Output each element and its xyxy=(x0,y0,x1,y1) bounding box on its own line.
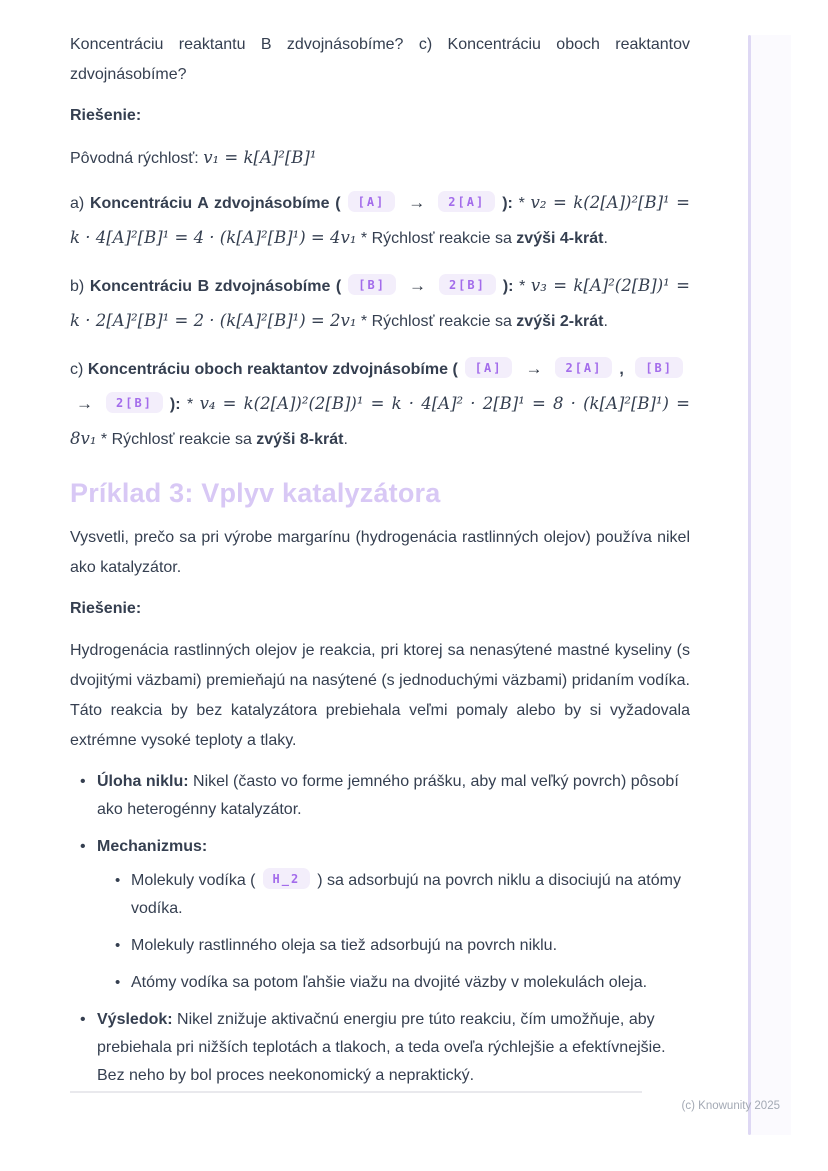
code-badge-h2: H_2 xyxy=(263,868,311,889)
mechanism-label: Mechanizmus: xyxy=(97,838,208,855)
hydrogenation-paragraph: Hydrogenácia rastlinných olejov je reakcia, pri ktorej sa nenasýtené mastné kyseliny (s dvojitými väzbami) premieňajú na nasýtené (s jednoduchými väzbami) pridaním vodíka. Táto reakcia by bez katalyzátora prebiehala veľmi pomaly alebo by si vyžadovala extrémne vysoké teploty a tlaky. xyxy=(70,642,690,749)
result-label: Výsledok: xyxy=(97,1011,173,1028)
case-a-paragraph xyxy=(70,186,690,256)
case-a-close: ): xyxy=(502,195,519,212)
case-b-period: . xyxy=(603,313,608,330)
case-a-star1: * xyxy=(518,195,531,212)
scrollbar[interactable] xyxy=(748,35,751,1135)
case-a-tail: Rýchlosť reakcie sa xyxy=(371,230,517,247)
solution-label-1: Riešenie: xyxy=(70,107,142,124)
mechanism-subitem-3-text: Atómy vodíka sa potom ľahšie viažu na dvojité väzby v molekulách oleja. xyxy=(131,974,648,991)
case-c-close: ): xyxy=(169,396,187,413)
case-c-result: zvýši 8-krát xyxy=(256,431,344,448)
task-paragraph: Vysvetli, prečo sa pri výrobe margarínu (hydrogenácia rastlinných olejov) používa nikel ako katalyzátor. xyxy=(70,529,690,576)
page-edge-strip xyxy=(751,35,791,1135)
case-b-title: Koncentráciu B zdvojnásobíme ( xyxy=(89,278,342,295)
case-c-tail: Rýchlosť reakcie sa xyxy=(111,431,257,448)
case-c-prefix: c) xyxy=(70,361,88,378)
case-b-tail: Rýchlosť reakcie sa xyxy=(371,313,517,330)
list-item-result xyxy=(80,1006,690,1090)
copyright-text: (c) Knowunity 2025 xyxy=(681,1100,780,1112)
original-rate-formula: v₁ = k[A]²[B]¹ xyxy=(203,148,317,167)
explanation-list xyxy=(70,768,690,1090)
case-b-prefix: b) xyxy=(70,278,90,295)
original-rate-paragraph xyxy=(70,143,690,174)
case-b-star1: * xyxy=(519,278,531,295)
mechanism-sublist xyxy=(97,867,690,997)
footer-divider xyxy=(70,1091,642,1093)
question-paragraph: Koncentráciu reaktantu B zdvojnásobíme? c) Koncentráciu oboch reaktantov zdvojnásobíme? xyxy=(70,36,690,83)
document-content xyxy=(70,30,690,1099)
list-item-mechanism xyxy=(80,833,690,997)
case-a-prefix: a) xyxy=(70,195,90,212)
case-a-period: . xyxy=(603,230,608,247)
result-text: Nikel znižuje aktivačnú energiu pre túto reakciu, čím umožňuje, aby prebiehala pri nižších teplotách a tlakoch, a teda oveľa rýchlejšie a efektívnejšie. Bez neho by bol proces neekonomický a nepraktický. xyxy=(97,1011,666,1084)
code-badge-c-a-to: 2[A] xyxy=(555,357,612,378)
mechanism-subitem-hydrogen xyxy=(115,867,690,923)
case-b-star2: * xyxy=(356,313,372,330)
case-c-formula: v₄ = k(2[A])²(2[B])¹ = k · 4[A]² · 2[B]¹ = 8 · (k[A]²[B]¹) = 8v₁ xyxy=(70,394,691,448)
role-of-nickel-label: Úloha niklu: xyxy=(97,773,189,790)
arrow-right-icon: → xyxy=(408,276,426,295)
case-a-formula: v₂ = k(2[A])²[B]¹ = k · 4[A]²[B]¹ = 4 · (k[A]²[B]¹) = 4v₁ xyxy=(70,193,691,247)
case-c-title: Koncentráciu oboch reaktantov zdvojnásobíme ( xyxy=(87,361,458,378)
code-badge-c-a-from: [A] xyxy=(465,357,513,378)
mechanism-subitem-oil xyxy=(115,932,690,960)
mechanism-subitem-1-pre: Molekuly vodíka ( xyxy=(131,872,256,889)
case-c-comma: , xyxy=(619,361,629,378)
case-c-star1: * xyxy=(186,396,200,413)
case-b-result: zvýši 2-krát xyxy=(516,313,604,330)
example-3-heading: Príklad 3: Vplyv katalyzátora xyxy=(70,478,441,508)
mechanism-subitem-bonds xyxy=(115,969,690,997)
arrow-right-icon: → xyxy=(525,359,543,378)
arrow-right-icon: → xyxy=(76,394,93,413)
code-badge-b-from: [B] xyxy=(348,274,396,295)
case-a-result: zvýši 4-krát xyxy=(516,230,604,247)
case-c-star2: * xyxy=(96,431,112,448)
original-rate-label: Pôvodná rýchlosť: xyxy=(70,150,204,167)
code-badge-a-to: 2[A] xyxy=(438,191,495,212)
role-of-nickel-text: Nikel (často vo forme jemného prášku, aby mal veľký povrch) pôsobí ako heterogénny katalyzátor. xyxy=(97,773,679,818)
code-badge-a-from: [A] xyxy=(348,191,396,212)
mechanism-subitem-1-post: ) sa adsorbujú na povrch niklu a disociujú na atómy vodíka. xyxy=(131,872,681,917)
case-b-formula: v₃ = k[A]²(2[B])¹ = k · 2[A]²[B]¹ = 2 · (k[A]²[B]¹) = 2v₁ xyxy=(70,276,690,330)
list-item-role-of-nickel xyxy=(80,768,690,824)
case-b-close: ): xyxy=(502,278,520,295)
code-badge-b-to: 2[B] xyxy=(439,274,496,295)
case-c-paragraph xyxy=(70,352,690,457)
code-badge-c-b-to: 2[B] xyxy=(106,392,163,413)
arrow-right-icon: → xyxy=(408,193,426,212)
case-b-paragraph xyxy=(70,269,690,339)
code-badge-c-b-from: [B] xyxy=(635,357,683,378)
case-c-period: . xyxy=(343,431,348,448)
solution-label-2: Riešenie: xyxy=(70,600,142,617)
case-a-title: Koncentráciu A zdvojnásobíme ( xyxy=(89,195,341,212)
mechanism-subitem-2-text: Molekuly rastlinného oleja sa tiež adsorbujú na povrch niklu. xyxy=(131,937,558,954)
case-a-star2: * xyxy=(356,230,372,247)
